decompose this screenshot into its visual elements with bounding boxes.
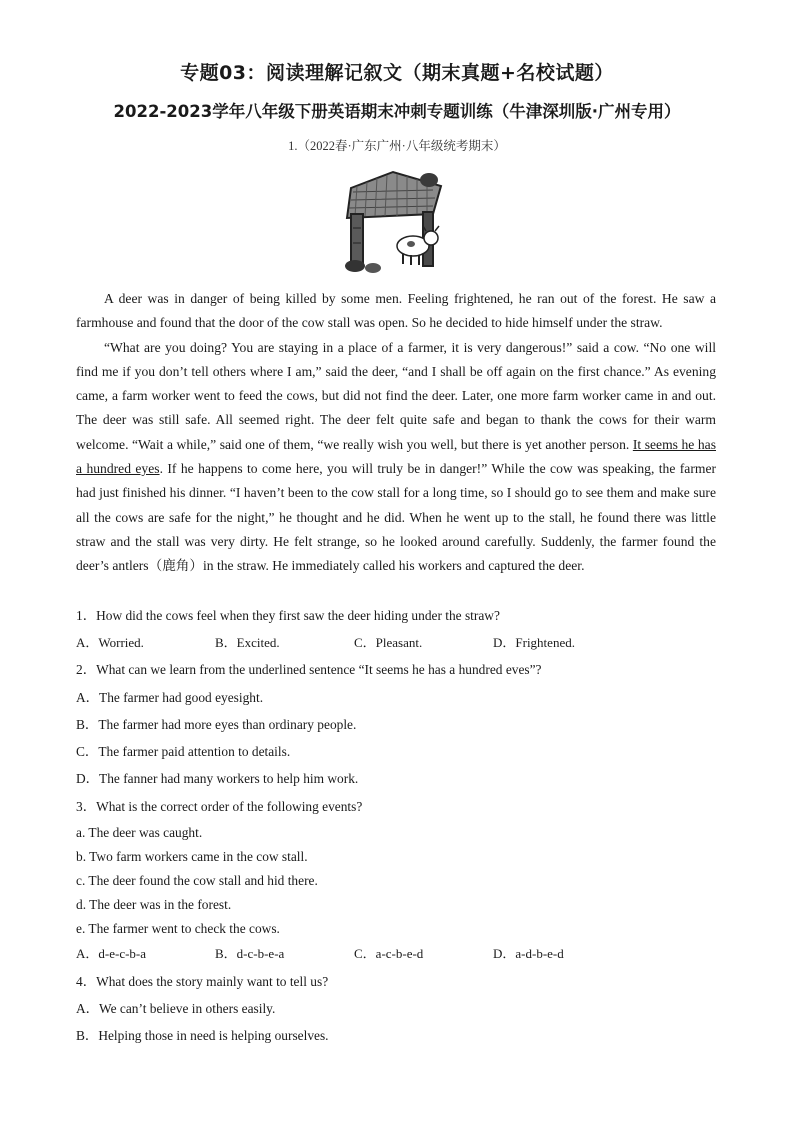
- question-stem: 4．What does the story mainly want to tell us?: [76, 974, 329, 989]
- option-b: B．The farmer had more eyes than ordinary people.: [76, 717, 357, 732]
- option-a: A．Worried.: [76, 635, 144, 650]
- question-source: 1.（2022春·广东广州·八年级统考期末）: [288, 139, 506, 153]
- option-d: D．Frightened.: [493, 635, 575, 650]
- question-stem: 3．What is the correct order of the following events?: [76, 799, 363, 814]
- page-subtitle: 2022-2023学年八年级下册英语期末冲刺专题训练（牛津深圳版·广州专用）: [113, 102, 681, 121]
- cow-stall-illustration: [333, 168, 451, 276]
- event-item: a. The deer was caught.: [76, 825, 203, 840]
- option-c: C．The farmer paid attention to details.: [76, 744, 291, 759]
- passage-text: “What are you doing? You are staying in a place of a farmer, it is very dangerous!” said a cow. “No one will find me if you don’t tell others where I am,” said the deer, “and I shall be off again on the first chance.” As evening came, a farm worker went to feed the cows, but did not find the deer. Later, one more farm worker came in and out. The deer was still safe. All seemed right. The deer felt quite safe and began to thank the cows for their warm welcome. “Wait a while,” said one of them, “we really wish you well, but there is yet another person.: [76, 339, 716, 452]
- passage-text: . If he happens to come here, you will truly be in danger!” While the cow was speaking, the farmer had just finished his dinner. “I haven’t been to the cow stall for a long time, so I should go to see them and make sure all the cows are safe for the night,” he thought and he did. When he went up to the stall, he found there was little straw and the stall was very dirty. He felt strange, so he looked around carefully. Suddenly, the farmer found the deer’s antlers（鹿角）in the straw. He immediately called his workers and captured the deer.: [76, 461, 717, 574]
- option-c: C．a-c-b-e-d: [354, 946, 424, 961]
- reading-passage: [76, 287, 716, 579]
- event-item: e. The farmer went to check the cows.: [76, 921, 280, 936]
- event-item: c. The deer found the cow stall and hid there.: [76, 873, 318, 888]
- answer-options: [76, 633, 716, 653]
- option-b: B．Excited.: [215, 635, 280, 650]
- passage-paragraph: A deer was in danger of being killed by some men. Feeling frightened, he ran out of the forest. He saw a farmhouse and found that the door of the cow stall was open. So he decided to hide himself under the straw.: [76, 291, 716, 331]
- question-stem: 2．What can we learn from the underlined sentence “It seems he has a hundred eves”?: [76, 662, 542, 677]
- option-a: A．The farmer had good eyesight.: [76, 690, 264, 705]
- option-a: A．d-e-c-b-a: [76, 946, 147, 961]
- event-item: d. The deer was in the forest.: [76, 897, 232, 912]
- underlined-sentence: It seems he has a hundred eyes: [76, 436, 716, 477]
- option-d: D．The fanner had many workers to help him work.: [76, 771, 359, 786]
- option-d: D．a-d-b-e-d: [493, 946, 564, 961]
- answer-options: [76, 944, 716, 964]
- option-a: A．We can’t believe in others easily.: [76, 1001, 276, 1016]
- passage-paragraph: [76, 336, 716, 579]
- option-b: B．d-c-b-e-a: [215, 946, 285, 961]
- option-c: C．Pleasant.: [354, 635, 423, 650]
- page-title: 专题03：阅读理解记叙文（期末真题+名校试题）: [180, 62, 614, 84]
- event-item: b. Two farm workers came in the cow stall.: [76, 849, 308, 864]
- question-stem: 1．How did the cows feel when they first saw the deer hiding under the straw?: [76, 608, 500, 623]
- option-b: B．Helping those in need is helping ourselves.: [76, 1028, 329, 1043]
